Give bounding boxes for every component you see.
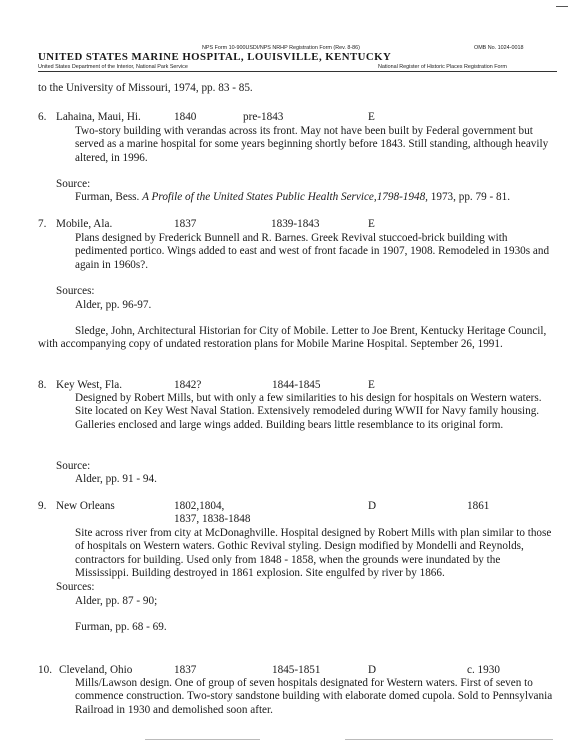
entry-status: D xyxy=(368,500,377,512)
entry-place: Cleveland, Ohio xyxy=(59,664,133,676)
header-divider xyxy=(38,71,557,72)
entry-7-source-1: Alder, pp. 96-97. xyxy=(75,299,152,311)
entry-year-built: pre-1843 xyxy=(243,111,284,123)
entry-6-source-label: Source: xyxy=(56,178,91,190)
registry-line: National Register of Historic Places Registration Form xyxy=(378,64,507,70)
entry-year-authorized: 1840 xyxy=(174,111,197,123)
source-pages: 1973, pp. 79 - 81. xyxy=(427,191,511,203)
document-title: UNITED STATES MARINE HOSPITAL, LOUISVILLE, KENTUCKY xyxy=(38,51,392,63)
entry-6-source xyxy=(75,191,510,204)
entry-8-description: Designed by Robert Mills, but with only a few similarities to his design for hospitals on Western waters. Site located on Key West Naval Station. Extensively remodeled during WWII for Navy family housing. Galleries enclosed and large wings added. Building bears little resemblance to its original form. xyxy=(75,392,542,431)
entry-year-authorized: 1842? xyxy=(174,379,202,391)
entry-number: 6. xyxy=(38,111,47,123)
page-edge-mark xyxy=(556,6,568,7)
entry-9-source-2: Furman, pp. 68 - 69. xyxy=(75,621,167,633)
entry-place: Key West, Fla. xyxy=(56,379,123,391)
entry-year-authorized-continued: 1837, 1838-1848 xyxy=(174,513,251,525)
entry-place: Lahaina, Maui, Hi. xyxy=(56,111,141,123)
entry-year-lost: c. 1930 xyxy=(467,664,500,676)
entry-year-lost: 1861 xyxy=(467,500,490,512)
entry-9-sources-label: Sources: xyxy=(56,581,95,593)
entry-status: E xyxy=(368,379,375,391)
entry-7-sources-label: Sources: xyxy=(56,285,95,297)
entry-year-authorized: 1837 xyxy=(174,664,197,676)
entry-year-built: 1839-1843 xyxy=(271,218,320,230)
footer-scan-line-left xyxy=(145,739,260,740)
omb-number: OMB No. 1024-0018 xyxy=(474,45,524,51)
entry-9-source-1: Alder, pp. 87 - 90; xyxy=(75,595,158,607)
department-line: United States Department of the Interior, National Park Service xyxy=(38,64,188,70)
carryover-text: to the University of Missouri, 1974, pp. 83 - 85. xyxy=(38,82,253,94)
entry-number: 9. xyxy=(38,500,47,512)
entry-year-built: 1844-1845 xyxy=(272,379,321,391)
form-identifier: NPS Form 10-900USDI/NPS NRHP Registration Form (Rev. 8-86) xyxy=(202,45,360,51)
entry-status: D xyxy=(368,664,377,676)
entry-place: Mobile, Ala. xyxy=(56,218,113,230)
entry-8-source-1: Alder, pp. 91 - 94. xyxy=(75,473,157,485)
entry-7-source-2: Sledge, John, Architectural Historian for City of Mobile. Letter to Joe Brent, Kentucky Heritage Council, with accompanying copy of undated restoration plans for Mobile Marine Hospital. September 26, 1991. xyxy=(38,325,547,351)
entry-year-built: 1845-1851 xyxy=(272,664,321,676)
entry-status: E xyxy=(368,111,375,123)
entry-number: 8. xyxy=(38,379,47,391)
entry-10-description: Mills/Lawson design. One of group of seven hospitals designated for Western waters. First of seven to commence construction. Two-story sandstone building with elaborate domed cupola. Sold to Pennsylvania Railroad in 1930 and demolished soon after. xyxy=(75,677,553,716)
entry-year-authorized: 1837 xyxy=(174,218,197,230)
entry-place: New Orleans xyxy=(56,500,115,512)
entry-status: E xyxy=(368,218,375,230)
entry-number: 7. xyxy=(38,218,47,230)
entry-number: 10. xyxy=(38,664,52,676)
source-title: A Profile of the United States Public Health Service,1798-1948, xyxy=(142,191,428,203)
entry-6-description: Two-story building with verandas across its front. May not have been built by Federal government but served as a marine hospital for some years beginning shortly before 1843. Still standing, although heavily altered, in 1996. xyxy=(75,125,549,164)
entry-8-source-label: Source: xyxy=(56,460,91,472)
entry-7-description: Plans designed by Frederick Bunnell and R. Barnes. Greek Revival stuccoed-brick building with pedimented portico. Wings added to east and west of front facade in 1907, 1908. Remodeled in 1930s and again in 1960s?. xyxy=(75,232,550,271)
source-author: Furman, Bess. xyxy=(75,191,143,203)
entry-year-authorized: 1802,1804, xyxy=(174,500,225,512)
entry-9-description: Site across river from city at McDonaghville. Hospital designed by Robert Mills with plan similar to those of hospitals on Western waters. Gothic Revival styling. Design modified by Mondelli and Reynolds, contractors for building. Used only from 1848 - 1858, when the grounds were inundated by the Mississippi. Building destroyed in 1861 explosion. Site engulfed by river by 1866. xyxy=(75,527,552,580)
footer-scan-line-right xyxy=(345,739,553,740)
